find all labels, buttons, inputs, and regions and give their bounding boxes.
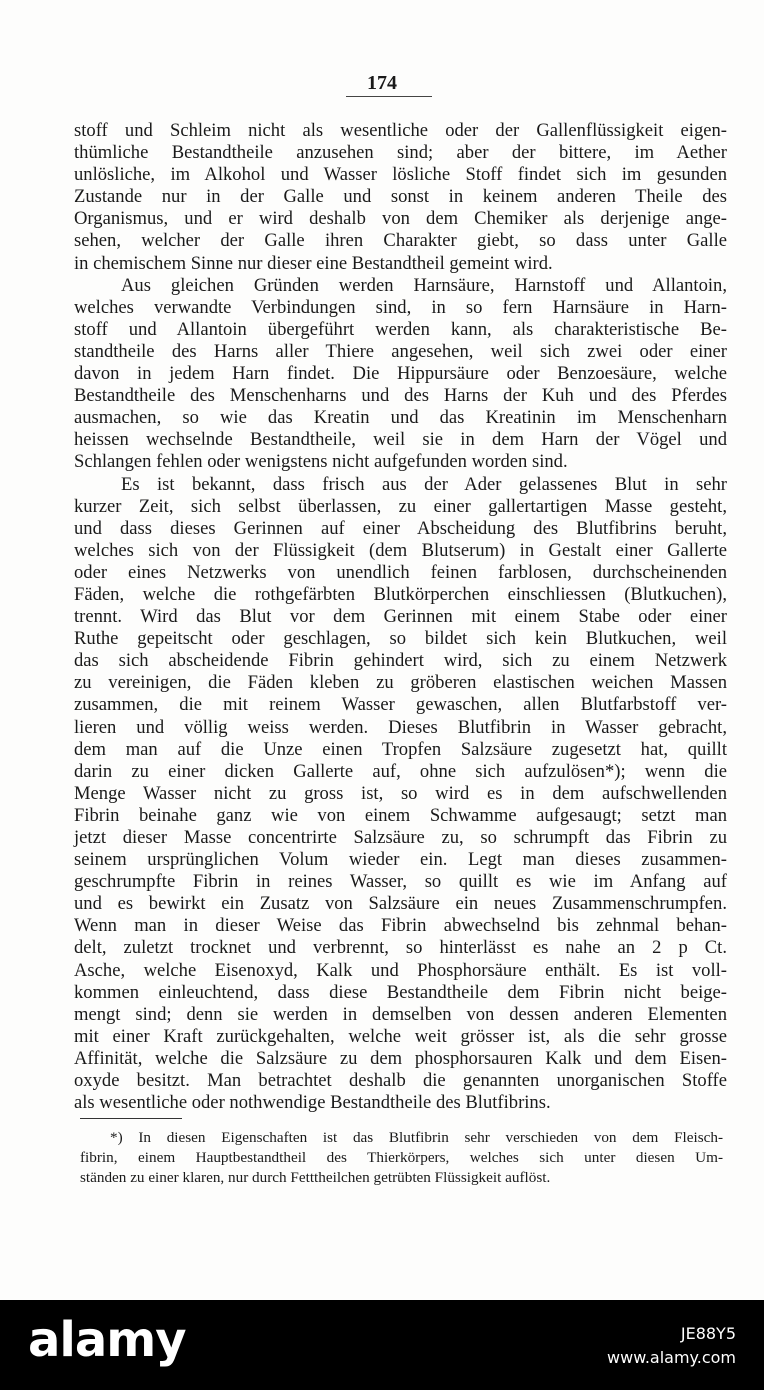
text-line: oxyde besitzt. Man betrachtet deshalb die genannten unorganischen Stoffe — [74, 1070, 727, 1092]
text-line: Bestandtheile des Menschenharns und des Harns der Kuh und des Pferdes — [74, 385, 727, 407]
text-line: ausmachen, so wie das Kreatin und das Kreatinin im Menschenharn — [74, 407, 727, 429]
text-line: zusammen, die mit reinem Wasser gewaschen, allen Blutfarbstoff ver- — [74, 694, 727, 716]
footnote-line: ständen zu einer klaren, nur durch Fetttheilchen getrübten Flüssigkeit auflöst. — [80, 1169, 551, 1186]
text-line: Es ist bekannt, dass frisch aus der Ader gelassenes Blut in sehr — [121, 473, 727, 495]
text-line: kommen einleuchtend, dass diese Bestandtheile dem Fibrin nicht beige- — [74, 981, 727, 1003]
text-line: stoff und Schleim nicht als wesentliche oder der Gallenflüssigkeit eigen- — [74, 120, 727, 141]
footnote-line: fibrin, einem Hauptbestandtheil des Thierkörpers, welches sich unter diesen Um- — [80, 1149, 723, 1166]
stock-watermark-banner — [0, 1300, 764, 1390]
text-line: Fäden, welche die rothgefärbten Blutkörperchen einschliessen (Blutkuchen), — [74, 583, 727, 605]
text-line: Wenn man in dieser Weise das Fibrin abwechselnd bis zehnmal behan- — [74, 915, 727, 937]
site-url: www.alamy.com — [607, 1348, 736, 1367]
text-line: zu vereinigen, die Fäden kleben zu gröberen elastischen weichen Massen — [74, 672, 727, 694]
text-line: mengt sind; denn sie werden in demselben von dessen anderen Elementen — [74, 1003, 727, 1025]
text-line: welches verwandte Verbindungen sind, in so fern Harnsäure in Harn- — [74, 296, 727, 318]
text-line: trennt. Wird das Blut vor dem Gerinnen mit einem Stabe oder einer — [74, 606, 727, 628]
text-line: kurzer Zeit, sich selbst überlassen, zu einer gallertartigen Masse gesteht, — [74, 495, 727, 517]
text-line: geschrumpfte Fibrin in reines Wasser, so quillt es wie im Anfang auf — [74, 871, 727, 893]
text-line: stoff und Allantoin übergeführt werden kann, als charakteristische Be- — [74, 318, 727, 340]
text-line: in chemischem Sinne nur dieser eine Bestandtheil gemeint wird. — [74, 252, 553, 274]
text-line: Fibrin beinahe ganz wie von einem Schwamme aufgesaugt; setzt man — [74, 804, 727, 826]
text-line: dem man auf die Unze einen Tropfen Salzsäure zugesetzt hat, quillt — [74, 738, 727, 760]
text-line: Zustande nur in der Galle und sonst in keinem anderen Theile des — [74, 186, 727, 208]
text-line: das sich abscheidende Fibrin gehindert wird, sich zu einem Netzwerk — [74, 650, 727, 672]
text-line: Organismus, und er wird deshalb von dem Chemiker als derjenige ange- — [74, 208, 727, 230]
text-line: darin zu einer dicken Gallerte auf, ohne sich aufzulösen*); wenn die — [74, 760, 727, 782]
image-id: JE88Y5 — [680, 1324, 736, 1343]
text-line: sehen, welcher der Galle ihren Charakter giebt, so dass unter Galle — [74, 230, 727, 252]
header-rule — [346, 96, 432, 97]
text-line: Affinität, welche die Salzsäure zu dem phosphorsauren Kalk und dem Eisen- — [74, 1047, 727, 1069]
footnote-rule — [80, 1118, 182, 1119]
text-line: standtheile des Harns aller Thiere angesehen, weil sich zwei oder einer — [74, 340, 727, 362]
footnote — [80, 1128, 723, 1188]
text-line: Ruthe gepeitscht oder geschlagen, so bildet sich kein Blutkuchen, weil — [74, 628, 727, 650]
text-line: thümliche Bestandtheile anzusehen sind; aber der bittere, im Aether — [74, 142, 727, 164]
text-line: seinem ursprünglichen Volum wieder ein. Legt man dieses zusammen- — [74, 849, 727, 871]
text-line: Menge Wasser nicht zu gross ist, so wird es in dem aufschwellenden — [74, 782, 727, 804]
text-line: davon in jedem Harn findet. Die Hippursäure oder Benzoesäure, welche — [74, 363, 727, 385]
text-line: jetzt dieser Masse concentrirte Salzsäure zu, so schrumpft das Fibrin zu — [74, 827, 727, 848]
text-line: als wesentliche oder nothwendige Bestandtheile des Blutfibrins. — [74, 1092, 551, 1114]
text-line: oder eines Netzwerks von unendlich feinen farblosen, durchscheinenden — [74, 561, 727, 583]
text-line: Aus gleichen Gründen werden Harnsäure, Harnstoff und Allantoin, — [121, 274, 727, 296]
text-line: delt, zuletzt trocknet und verbrennt, so hinterlässt es nahe an 2 p Ct. — [74, 937, 727, 959]
text-line: welches sich von der Flüssigkeit (dem Blutserum) in Gestalt einer Gallerte — [74, 539, 727, 561]
text-line: und dass dieses Gerinnen auf einer Abscheidung des Blutfibrins beruht, — [74, 517, 727, 539]
footnote-line: *) In diesen Eigenschaften ist das Blutfibrin sehr verschieden von dem Fleisch- — [110, 1129, 723, 1146]
text-line: unlösliche, im Alkohol und Wasser lösliche Stoff findet sich im gesunden — [74, 164, 727, 186]
text-line: Asche, welche Eisenoxyd, Kalk und Phosphorsäure enthält. Es ist voll- — [74, 959, 727, 981]
text-line: Schlangen fehlen oder wenigstens nicht aufgefunden worden sind. — [74, 451, 568, 473]
text-line: heissen wechselnde Bestandtheile, weil sie in dem Harn der Vögel und — [74, 429, 727, 451]
alamy-logo: alamy — [28, 1312, 186, 1368]
text-line: lieren und völlig weiss werden. Dieses Blutfibrin in Wasser gebracht, — [74, 716, 727, 738]
body-text — [74, 120, 727, 1114]
page-number: 174 — [367, 72, 397, 94]
text-line: mit einer Kraft zurückgehalten, welche weit grösser ist, als die sehr grosse — [74, 1025, 727, 1047]
text-line: und es bewirkt ein Zusatz von Salzsäure ein neues Zusammenschrumpfen. — [74, 893, 727, 915]
